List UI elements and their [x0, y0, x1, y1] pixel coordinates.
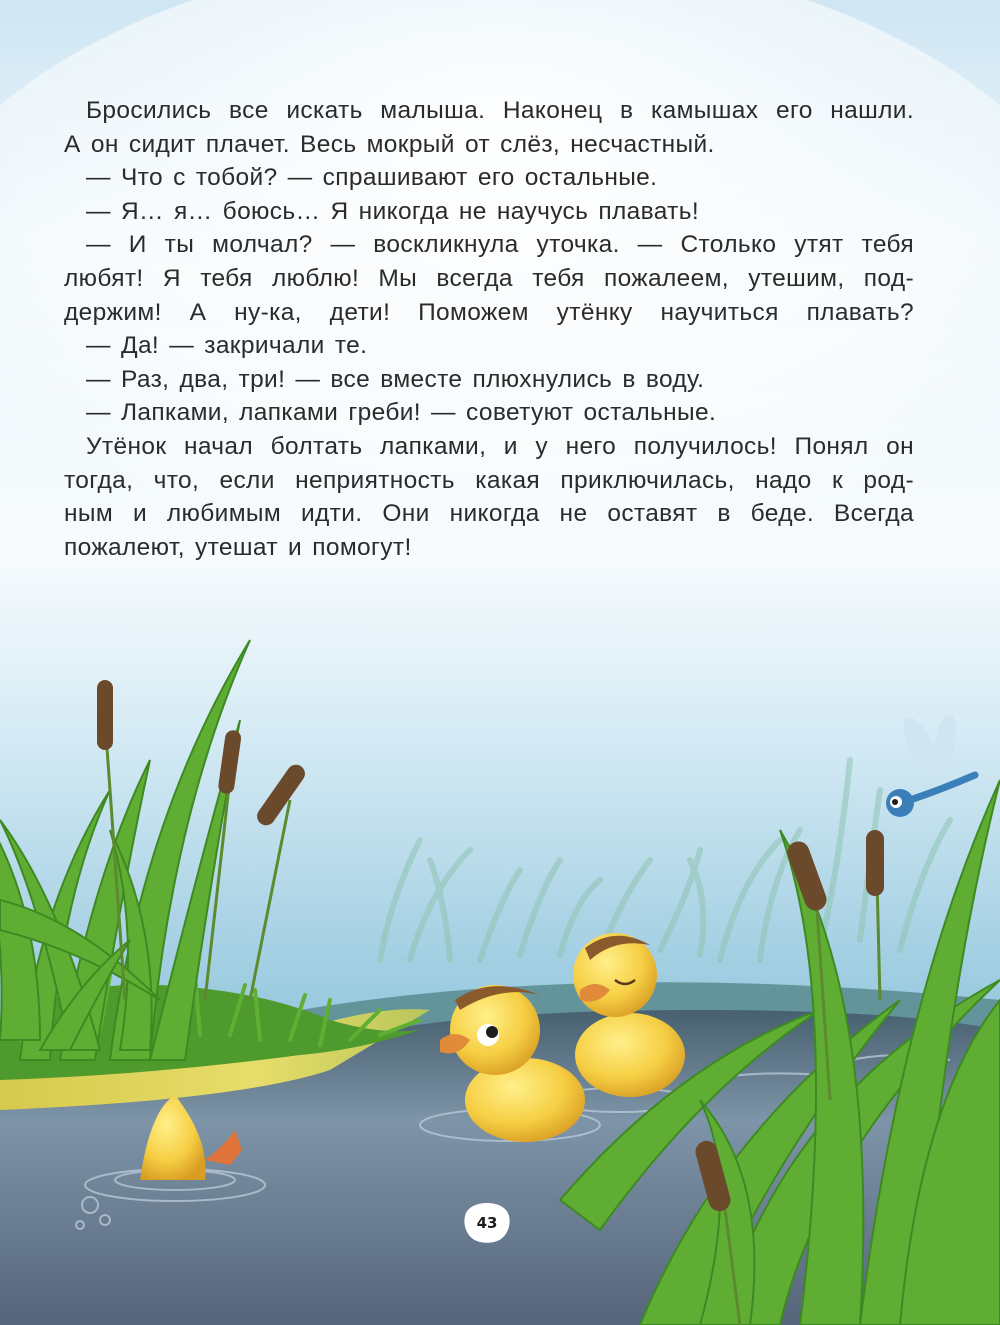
story-line: — Лапками, лапками греби! — советуют остальные. — [86, 399, 717, 427]
page-number-text: 43 — [476, 1214, 498, 1232]
story-text — [64, 94, 914, 564]
story-line: Бросились все искать малыша. Наконец в камышах его нашли. — [86, 97, 914, 124]
story-line: — И ты молчал? — воскликнула уточка. — Столько утят тебя — [86, 231, 914, 259]
story-line: ным и любимым идти. Они никогда не оставят в беде. Всегда — [64, 500, 914, 528]
story-line: тогда, что, если неприятность какая приключилась, надо к род- — [64, 466, 914, 494]
story-line: — Я… я… боюсь… Я никогда не научусь плавать! — [86, 197, 699, 225]
story-line: любят! Я тебя люблю! Мы всегда тебя пожалеем, утешим, под- — [64, 264, 914, 292]
story-line: держим! А ну-ка, дети! Поможем утёнку научиться плавать? — [64, 298, 914, 326]
story-line: пожалеют, утешат и помогут! — [64, 533, 412, 561]
story-line: — Раз, два, три! — все вместе плюхнулись в воду. — [86, 365, 705, 393]
cattail-head — [866, 830, 884, 896]
cattail-head — [97, 680, 113, 750]
page-number — [463, 1202, 511, 1244]
story-line: А он сидит плачет. Весь мокрый от слёз, несчастный. — [64, 130, 715, 158]
story-line: — Что с тобой? — спрашивают его остальные. — [86, 164, 658, 192]
story-line: — Да! — закричали те. — [86, 332, 368, 360]
story-line: Утёнок начал болтать лапками, и у него получилось! Понял он — [86, 432, 914, 460]
